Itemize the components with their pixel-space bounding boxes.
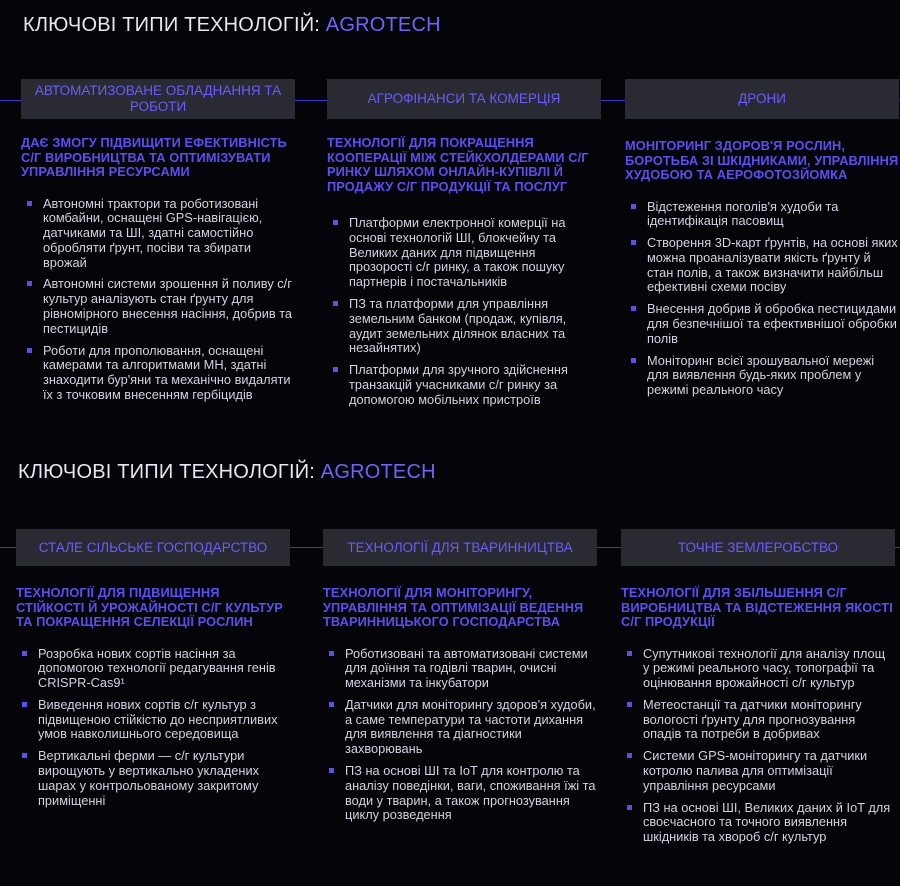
column-header: СТАЛЕ СІЛЬСЬКЕ ГОСПОДАРСТВО [16, 529, 290, 566]
column-drones [625, 79, 899, 405]
column-automation [21, 79, 295, 410]
list-item: Розробка нових сортів насіння за допомогою технології редагування генів CRISPR-Cas9¹ [16, 647, 290, 691]
list-item: Роботизовані та автоматизовані системи для доїння та годівлі тварин, очисні механізми та інкубатори [323, 647, 597, 691]
list-item: Роботи для прополювання, оснащені камерами та алгоритмами МН, здатні знаходити бур'яни та механічно видаляти їх з точковим внесенням гербіцидів [21, 344, 295, 403]
bullet-list [327, 216, 601, 408]
column-livestock [323, 529, 597, 830]
column-subhead: ТЕХНОЛОГІЇ ДЛЯ МОНІТОРИНГУ, УПРАВЛІННЯ ТА ОПТИМІЗАЦІЇ ВЕДЕННЯ ТВАРИННИЦЬКОГО ГОСПОДАРСТВА [323, 585, 584, 629]
column-header: ТОЧНЕ ЗЕМЛЕРОБСТВО [621, 529, 895, 566]
section-title: КЛЮЧОВІ ТИПИ ТЕХНОЛОГІЙ: AGROTECH [23, 14, 441, 36]
section-2 [0, 450, 900, 886]
list-item: Автономні трактори та роботизовані комбайни, оснащені GPS-навігацією, датчиками та ШІ, здатні самостійно обробляти ґрунт, посіви та збирати врожай [21, 197, 295, 271]
list-item: Виведення нових сортів с/г культур з підвищеною стійкістю до несприятливих умов навколишнього середовища [16, 698, 290, 742]
column-subhead: ДАЄ ЗМОГУ ПІДВИЩИТИ ЕФЕКТИВНІСТЬ С/Г ВИРОБНИЦТВА ТА ОПТИМІЗУВАТИ УПРАВЛІННЯ РЕСУРСАМИ [21, 135, 287, 179]
list-item: Датчики для моніторингу здоров'я худоби, а саме температури та частоти дихання для виявлення та діагностики захворювань [323, 698, 597, 757]
column-subhead: ТЕХНОЛОГІЇ ДЛЯ ПІДВИЩЕННЯ СТІЙКОСТІ Й УРОЖАЙНОСТІ С/Г КУЛЬТУР ТА ПОКРАЩЕННЯ СЕЛЕКЦІЇ РОСЛИН [16, 585, 283, 629]
bullet-list [21, 197, 295, 403]
bullet-list [621, 647, 895, 846]
column-subhead: ТЕХНОЛОГІЇ ДЛЯ ЗБІЛЬШЕННЯ С/Г ВИРОБНИЦТВА ТА ВІДСТЕЖЕННЯ ЯКОСТІ С/Г ПРОДУКЦІЇ [621, 585, 893, 629]
list-item: Відстеження поголів'я худоби та ідентифікація пасовищ [625, 200, 899, 230]
list-item: ПЗ та платформи для управління земельним банком (продаж, купівля, аудит земельних ділянок власних та незайнятих) [327, 297, 601, 356]
column-header: АВТОМАТИЗОВАНЕ ОБЛАДНАННЯ ТА РОБОТИ [21, 79, 295, 119]
list-item: Платформи для зручного здійснення транзакцій учасниками с/г ринку за допомогою мобільних пристроїв [327, 363, 601, 407]
bullet-list [16, 647, 290, 809]
column-subhead: ТЕХНОЛОГІЇ ДЛЯ ПОКРАЩЕННЯ КООПЕРАЦІЇ МІЖ СТЕЙКХОЛДЕРАМИ С/Г РИНКУ ШЛЯХОМ ОНЛАЙН-КУПІВЛІ Й ПРОДАЖУ С/Г ПРОДУКЦІЇ ТА ПОСЛУГ [327, 135, 589, 194]
list-item: Метеостанції та датчики моніторингу вологості ґрунту для прогнозування опадів та потреби в добривах [621, 698, 895, 742]
list-item: Створення 3D-карт ґрунтів, на основі яких можна проаналізувати якість ґрунту й стан полів, а також визначити найбільш ефективні схеми посіву [625, 236, 899, 295]
column-sustainable [16, 529, 290, 815]
bullet-list [625, 200, 899, 399]
column-agrofinance [327, 79, 601, 415]
list-item: ПЗ на основі ШІ, Великих даних й IoT для своєчасного та точного виявлення шкідників та хвороб с/г культур [621, 801, 895, 845]
list-item: Супутникові технології для аналізу площ у режимі реального часу, топографії та оцінювання врожайності с/г культур [621, 647, 895, 691]
column-precision [621, 529, 895, 852]
section-title: КЛЮЧОВІ ТИПИ ТЕХНОЛОГІЙ: AGROTECH [18, 461, 436, 483]
column-subhead: МОНІТОРИНГ ЗДОРОВ'Я РОСЛИН, БОРОТЬБА ЗІ ШКІДНИКАМИ, УПРАВЛІННЯ ХУДОБОЮ ТА АЕРОФОТОЗЙОМКА [625, 138, 899, 182]
list-item: Вертикальні ферми — с/г культури вирощують у вертикально укладених шарах у контрольованому закритому приміщенні [16, 749, 290, 808]
list-item: Системи GPS-моніторингу та датчики котролю палива для оптимізації управління ресурсами [621, 749, 895, 793]
list-item: Внесення добрив й обробка пестицидами для безпечнішої та ефективнішої обробки полів [625, 302, 899, 346]
column-header: ДРОНИ [625, 79, 899, 119]
list-item: Автономні системи зрошення й поливу с/г культур аналізують стан ґрунту для рівномірного внесення насіння, добрив та пестицидів [21, 277, 295, 336]
column-header: АГРОФІНАНСИ ТА КОМЕРЦІЯ [327, 79, 601, 119]
list-item: Моніторинг всієї зрошувальної мережі для виявлення будь-яких проблем у режимі реального часу [625, 354, 899, 398]
list-item: ПЗ на основі ШІ та IoT для контролю та аналізу поведінки, ваги, споживання їжі та води у тварин, а також прогнозування циклу розведення [323, 764, 597, 823]
list-item: Платформи електронної комерції на основі технологій ШІ, блокчейну та Великих даних для підвищення прозорості с/г ринку, а також пошуку партнерів і постачальників [327, 216, 601, 290]
bullet-list [323, 647, 597, 824]
column-header: ТЕХНОЛОГІЇ ДЛЯ ТВАРИННИЦТВА [323, 529, 597, 566]
